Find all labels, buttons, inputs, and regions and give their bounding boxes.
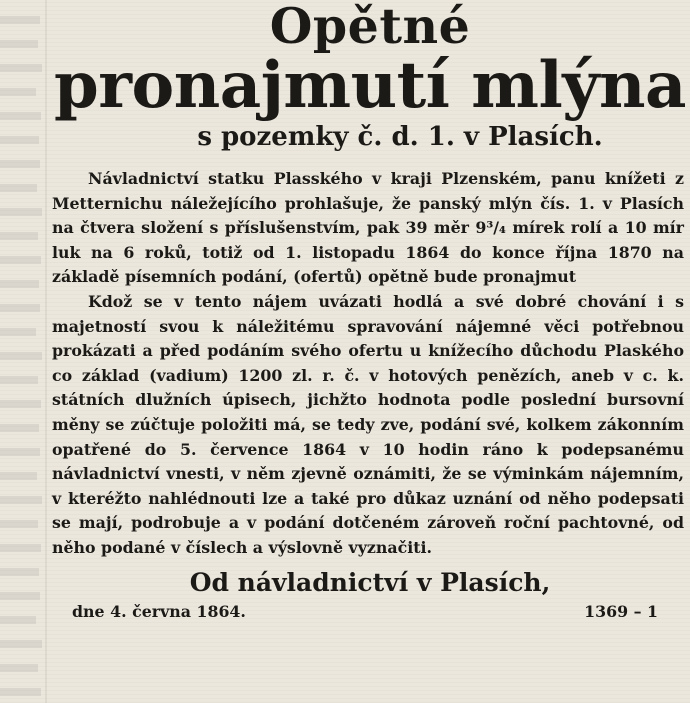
notice-number: 1369 – 1: [584, 601, 658, 621]
headline-line-2: pronajmutí mlýna: [54, 48, 686, 123]
paragraph-2: Kdož se v tento nájem uvázati hodlá a své dobré chování i s majetností svou k náležitému spravování nájemné věci potřebnou prokázati a před podáním svého ofertu u knížecího důchodu Plaského co základ (vadium) 1200 zl. r. č. v hotových penězích, aneb v c. k. státních dlužních úpisech, jichžto hodnota podle poslední bursovní měny se zúčtuje položiti má, se tedy zve, podání své, kolkem zákonním opatřené do 5. července 1864 v 10 hodin ráno k podepsanému návladnictví vnesti, v něm zjevně oznámiti, že se výminkám nájemním, v kteréžto nahlédnouti lze a také pro důkaz uznání od něho podepsati se mají, podrobuje a v podání dotčeném zároveň roční pachtovné, od něho podané v číslech a výslovně vyznačiti.: [52, 291, 684, 557]
advertisement: [52, 0, 688, 625]
subheadline: s pozemky č. d. 1. v Plasích.: [197, 122, 603, 152]
paragraph-1: Návladnictví statku Plasského v kraji Plzenském, panu knížeti z Metternichu náležejícího prohlašuje, že panský mlýn čís. 1. v Plasích na čtvera složení s příslušenstvím, pak 39 měr 9³/₄ mírek rolí a 10 mír luk na 6 roků, totiž od 1. listopadu 1864 do konce října 1870 na základě písemních podání, (ofertů) opětně bude pronajmut: [52, 169, 684, 287]
issue-date: dne 4. června 1864.: [72, 601, 246, 621]
footer-line: [52, 599, 688, 625]
headline-line-1: Opětné: [269, 0, 471, 55]
notice-body: [52, 167, 688, 561]
signature: Od návladnictví v Plasích,: [189, 567, 551, 597]
